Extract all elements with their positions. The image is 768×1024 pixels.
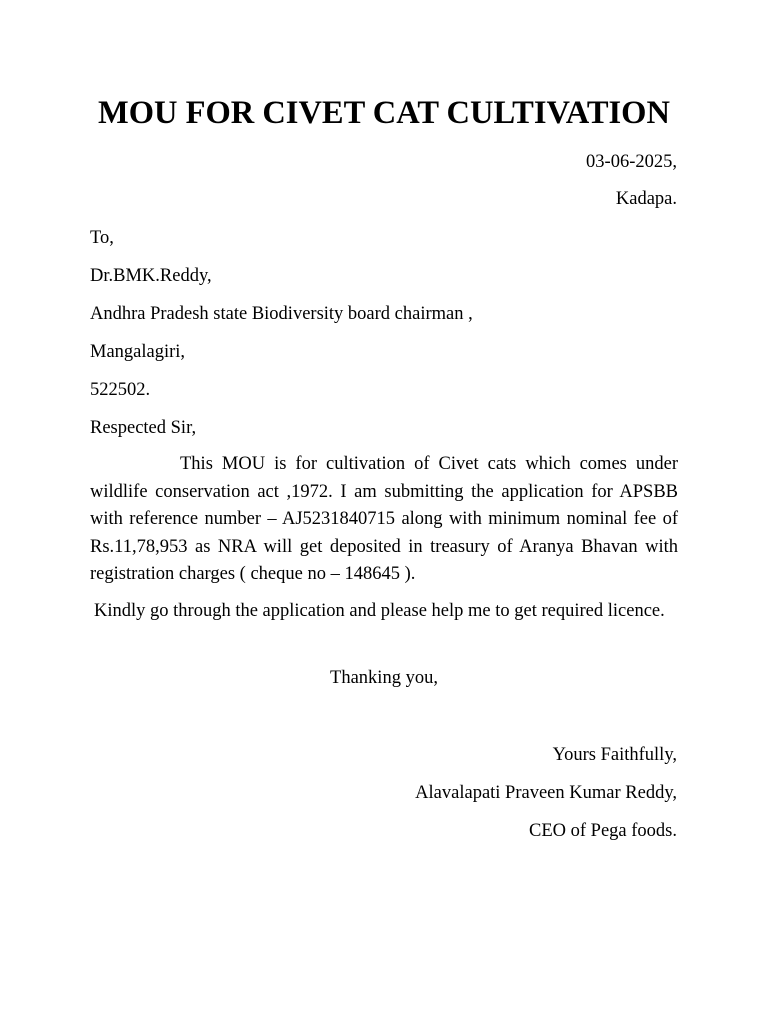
signatory-name: Alavalapati Praveen Kumar Reddy, xyxy=(415,783,677,803)
salutation-to: To, xyxy=(90,228,114,248)
thanks-line: Thanking you, xyxy=(330,668,438,688)
greeting: Respected Sir, xyxy=(90,418,197,438)
recipient-city: Mangalagiri, xyxy=(90,342,186,362)
letter-place: Kadapa. xyxy=(615,189,677,209)
recipient-pincode: 522502. xyxy=(90,380,151,400)
body-paragraph-2: Kindly go through the application and please help me to get required licence. xyxy=(94,601,665,621)
recipient-name: Dr.BMK.Reddy, xyxy=(90,266,212,286)
letter-date: 03-06-2025, xyxy=(586,152,677,172)
document-title: MOU FOR CIVET CAT CULTIVATION xyxy=(98,95,670,131)
closing-line: Yours Faithfully, xyxy=(552,745,677,765)
signatory-title: CEO of Pega foods. xyxy=(529,821,677,841)
body-paragraph-1: This MOU is for cultivation of Civet cats which comes under wildlife conservation act ,1972. I am submitting the application for APSBB with reference number – AJ5231840715 along with minimum nominal fee of Rs.11,78,953 as NRA will get deposited in treasury of Aranya Bhavan with registration charges ( cheque no – 148645 ). xyxy=(90,454,678,584)
recipient-designation: Andhra Pradesh state Biodiversity board chairman , xyxy=(90,304,473,324)
